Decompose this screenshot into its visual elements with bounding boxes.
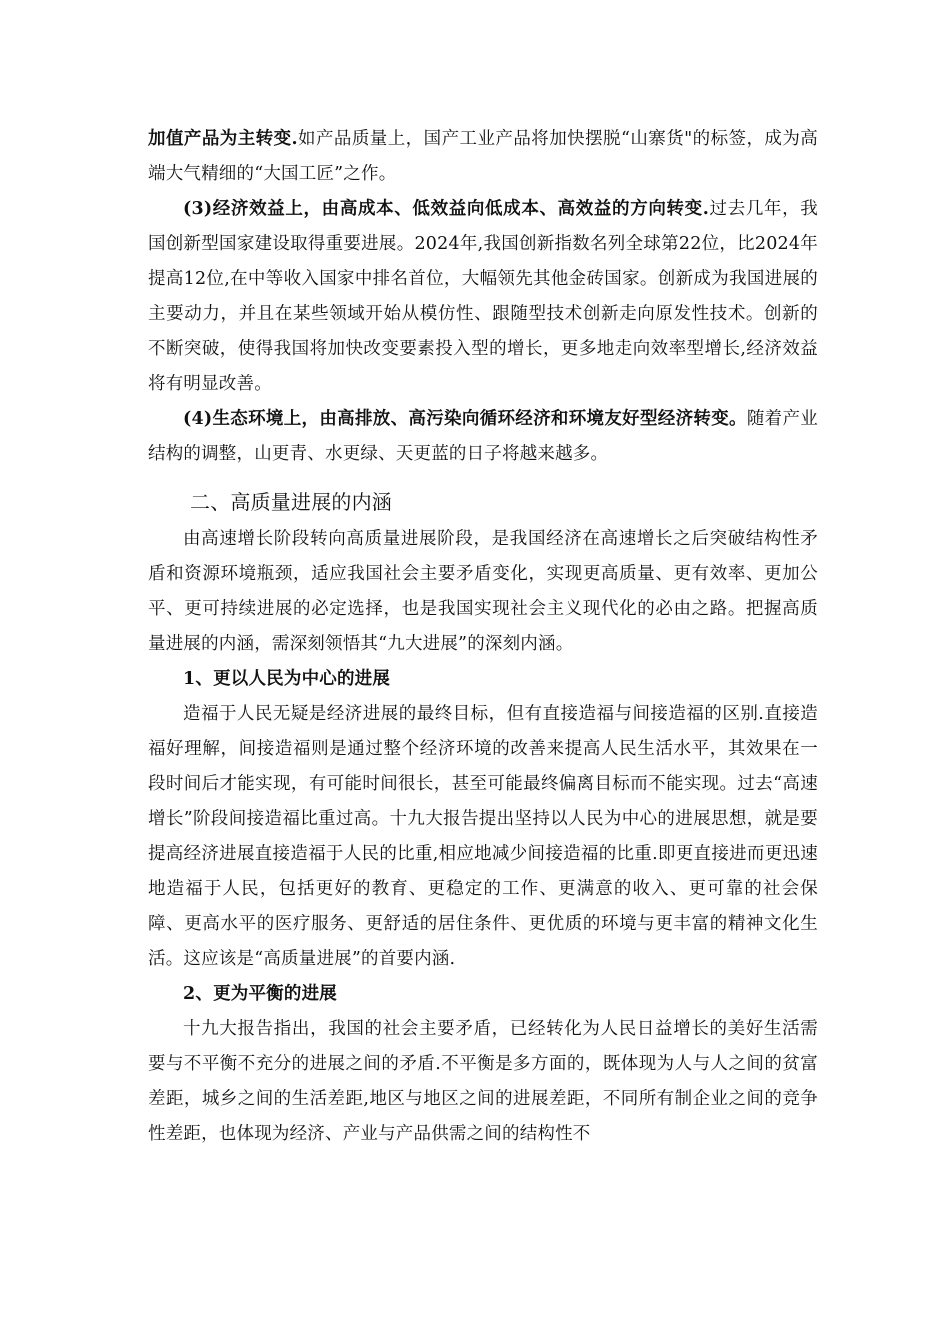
paragraph-body: 如产品质量上，国产工业产品将加快摆脱“山寨货"的标签，成为高端大气精细的“大国工匠”之作。 — [148, 129, 818, 184]
paragraph-lead-bold: 加值产品为主转变. — [148, 129, 298, 149]
paragraph-product-value — [148, 122, 818, 192]
paragraph-body: 过去几年，我国创新型国家建设取得重要进展。2024年,我国创新指数名列全球第22位，比2024年提高12位,在中等收入国家中排名首位，大幅领先其他金砖国家。创新成为我国进展的主要动力，并且在某些领域开始从模仿性、跟随型技术创新走向原发性技术。创新的不断突破，使得我国将加快改变要素投入型的增长，更多地走向效率型增长,经济效益将有明显改善。 — [148, 199, 819, 394]
paragraph-economic-benefit — [148, 192, 818, 402]
paragraph-ecology — [148, 402, 818, 472]
paragraph-body: 随着产业结构的调整，山更青、水更绿、天更蓝的日子将越来越多。 — [148, 409, 818, 464]
body-text-part1 — [148, 122, 818, 472]
subheading-balanced: 2、更为平衡的进展 — [183, 984, 337, 1004]
paragraph-connotation-intro: 由高速增长阶段转向高质量进展阶段，是我国经济在高速增长之后突破结构性矛盾和资源环境瓶颈，适应我国社会主要矛盾变化，实现更高质量、更有效率、更加公平、更可持续进展的必定选择，也是我国实现社会主义现代化的必由之路。把握高质量进展的内涵，需深刻领悟其“九大进展”的深刻内涵。 — [148, 529, 818, 654]
subheading-people-centered: 1、更以人民为中心的进展 — [183, 669, 391, 689]
body-text-part2 — [148, 482, 818, 1152]
paragraph-lead-bold: (4)生态环境上，由高排放、高污染向循环经济和环境友好型经济转变。 — [183, 409, 747, 429]
paragraph-lead-bold: (3)经济效益上，由高成本、低效益向低成本、高效益的方向转变. — [183, 199, 710, 219]
paragraph-people-centered: 造福于人民无疑是经济进展的最终目标，但有直接造福与间接造福的区别.直接造福好理解，间接造福则是通过整个经济环境的改善来提高人民生活水平，其效果在一段时间后才能实现，有可能时间很长，甚至可能最终偏离目标而不能实现。过去“高速增长”阶段间接造福比重过高。十九大报告提出坚持以人民为中心的进展思想，就是要提高经济进展直接造福于人民的比重,相应地减少间接造福的比重.即更直接进而更迅速地造福于人民，包括更好的教育、更稳定的工作、更满意的收入、更可靠的社会保障、更高水平的医疗服务、更舒适的居住条件、更优质的环境与更丰富的精神文化生活。这应该是“高质量进展”的首要内涵. — [148, 704, 818, 969]
section-heading: 二、高质量进展的内涵 — [190, 490, 392, 514]
paragraph-balanced: 十九大报告指出，我国的社会主要矛盾，已经转化为人民日益增长的美好生活需要与不平衡不充分的进展之间的矛盾.不平衡是多方面的，既体现为人与人之间的贫富差距，城乡之间的生活差距,地区与地区之间的进展差距，不同所有制企业之间的竞争性差距，也体现为经济、产业与产品供需之间的结构性不 — [148, 1019, 818, 1144]
